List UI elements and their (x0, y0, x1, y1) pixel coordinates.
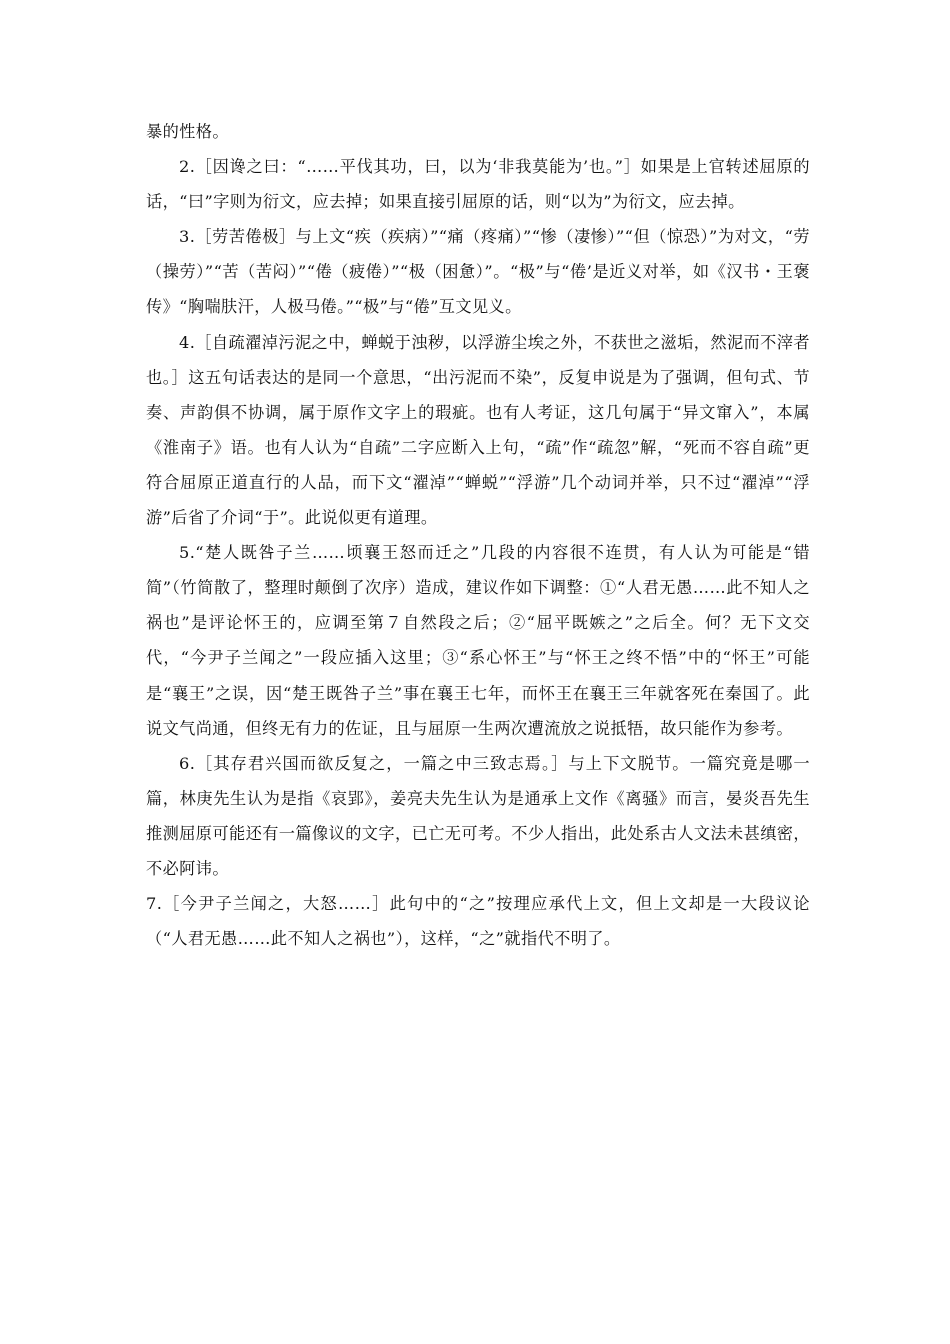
note-6-paragraph: 6.［其存君兴国而欲反复之，一篇之中三致志焉。］与上下文脱节。一篇究竟是哪一篇，林庚先生认为是指《哀郢》，姜亮夫先生认为是通承上文作《离骚》而言，晏炎吾先生推测屈原可能还有一篇像议的文字，已亡无可考。不少人指出，此处系古人文法未甚缜密，不必阿讳。 (146, 753, 810, 878)
annotation-text-block (146, 114, 810, 956)
note-4-paragraph: 4.［自疏濯淖污泥之中，蝉蜕于浊秽，以浮游尘埃之外，不获世之滋垢，然泥而不滓者也。］这五句话表达的是同一个意思，“出污泥而不染”，反复申说是为了强调，但句式、节奏、声韵俱不协调，属于原作文字上的瑕疵。也有人考证，这几句属于“异文窜入”，本属《淮南子》语。也有人认为“自疏”二字应断入上句，“疏”作“疏忽”解，“死而不容自疏”更符合屈原正道直行的人品，而下文“濯淖”“蝉蜕”“浮游”几个动词并举，只不过“濯淖”“浮游”后省了介词“于”。此说似更有道理。 (146, 332, 810, 528)
note-3-paragraph: 3.［劳苦倦极］与上文“疾（疾病）”“痛（疼痛）”“惨（凄惨）”“但（惊恐）”为对文，“劳（操劳）”“苦（苦闷）”“倦（疲倦）”“极（困惫）”。“极”与“倦’是近义对举，如《汉书・王褒传》“胸喘肤汗，人极马倦。”“极”与“倦”互文见义。 (146, 227, 810, 317)
note-5-paragraph: 5.“楚人既咎子兰……顷襄王怒而迁之”几段的内容很不连贯，有人认为可能是“错简”（竹简散了，整理时颠倒了次序）造成，建议作如下调整：①“人君无愚……此不知人之祸也”是评论怀王的，应调至第７自然段之后；②“屈平既嫉之”之后全。何？无下文交代，“今尹子兰闻之”一段应插入这里；③“系心怀王”与“怀王之终不悟”中的“怀王”可能是“襄王”之误，因“楚王既咎子兰”事在襄王七年，而怀王在襄王三年就客死在秦国了。此说文气尚通，但终无有力的佐证，且与屈原一生两次遭流放之说抵牾，故只能作为参考。 (146, 543, 810, 738)
note-7-paragraph: 7.［今尹子兰闻之，大怒……］此句中的“之”按理应承代上文，但上文却是一大段议论（“人君无愚……此不知人之祸也”），这样，“之”就指代不明了。 (146, 894, 810, 949)
note-2-paragraph: 2.［因谗之曰：“……平伐其功，曰，以为‘非我莫能为’也。”］如果是上官转述屈原的话，“曰”字则为衍文，应去掉；如果直接引屈原的话，则“以为”为衍文，应去掉。 (146, 157, 810, 212)
paragraph-continuation: 暴的性格。 (146, 122, 229, 141)
